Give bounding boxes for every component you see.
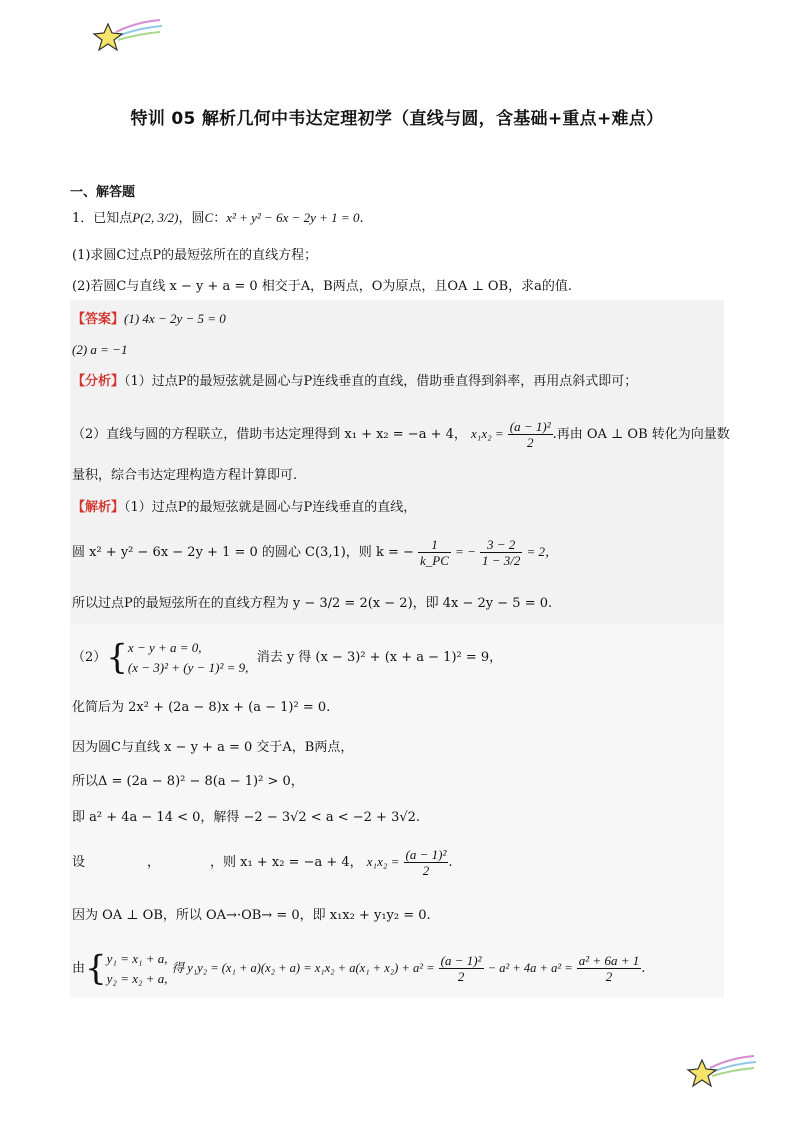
section-heading: 一、解答题 — [70, 185, 136, 200]
shooting-star-icon — [92, 16, 164, 56]
analysis-line-1: 【分析】（1）过点P的最短弦就是圆心与P连线垂直的直线，借助垂直得到斜率，再用点斜式即可； — [72, 374, 638, 389]
solution-system-1: （2）{ x − y + a = 0, (x − 3)² + (y − 1)² = 9, 消去 y 得 (x − 3)² + (x + a − 1)² = 9， — [72, 637, 503, 678]
analysis-line-3: 量积，综合韦达定理构造方程计算即可. — [72, 468, 298, 483]
solution-simplify: 化简后为 2x² + (2a − 8)x + (a − 1)² = 0. — [72, 700, 331, 715]
solution-line-3: 所以过点P的最短弦所在的直线方程为 y − 3/2 = 2(x − 2)，即 4x − 2y − 5 = 0. — [72, 596, 553, 611]
solution-intersect: 因为圆C与直线 x − y + a = 0 交于A，B两点， — [72, 740, 354, 755]
solution-line-1: 【解析】（1）过点P的最短弦就是圆心与P连线垂直的直线， — [72, 500, 417, 515]
fraction: $\frac{1}{k\_PC}$ — [420, 537, 449, 568]
answer-1: 【答案】(1) 4x − 2y − 5 = 0 — [72, 311, 226, 327]
fraction: $\frac{\text{a² + 6a + 1}}{2}$ — [578, 953, 640, 984]
problem-intro: 1．已知点P(2, 3/2)，圆C：x² + y² − 6x − 2y + 1 = 0. — [72, 210, 364, 226]
question-2: (2)若圆C与直线 x − y + a = 0 相交于A，B两点，O为原点，且OA ⊥ OB，求a的值. — [72, 279, 573, 294]
equation-system: x − y + a = 0, (x − 3)² + (y − 1)² = 9, — [127, 639, 249, 675]
solution-range: 即 a² + 4a − 14 < 0，解得 −2 − 3√2 < a < −2 + 3√2. — [72, 810, 421, 825]
equation-system: y₁ = x₁ + a, y₂ = x₂ + a, — [106, 950, 168, 986]
solution-dot-product: 因为 OA ⊥ OB，所以 OA→·OB→ = 0，即 x₁x₂ + y₁y₂ = 0. — [72, 908, 431, 923]
fraction: $\frac{\text{(a − 1)²}}{2}$ — [405, 847, 447, 878]
solution-final: 由{ y₁ = x₁ + a, y₂ = x₂ + a, 得 y₁y₂ = (x₁ + a)(x₂ + a) = x₁x₂ + a(x₁ + x₂) + a² = $\frac{\text{(a − 1)²}}{2}$ − a² + 4a + a² = $\frac{\text{a² + 6a + 1}}{2}$ . — [72, 948, 646, 989]
question-1: (1)求圆C过点P的最短弦所在的直线方程； — [72, 248, 318, 263]
page-title: 特训 05 解析几何中韦达定理初学（直线与圆，含基础+重点+难点） — [130, 109, 664, 129]
solution-vieta: 设 ， ，则 x₁ + x₂ = −a + 4， x₁x₂ = $\frac{\text{(a − 1)²}}{2}$ . — [72, 847, 453, 878]
fraction: $\frac{\text{(a − 1)²}}{2}$ — [440, 953, 482, 984]
fraction: $\frac{3 - 2}{1 - 3/2}$ — [481, 537, 521, 568]
shooting-star-icon — [686, 1052, 758, 1092]
solution-discriminant: 所以Δ = (2a − 8)² − 8(a − 1)² > 0， — [72, 774, 304, 789]
analysis-line-2: （2）直线与圆的方程联立，借助韦达定理得到 x₁ + x₂ = −a + 4， x₁x₂ = $\frac{\text{(a − 1)²}}{2}$ .再由 OA ⊥ OB 转化为向量数 — [72, 419, 730, 450]
answer-2: (2) a = −1 — [72, 342, 128, 357]
solution-line-2: 圆 x² + y² − 6x − 2y + 1 = 0 的圆心 C(3,1)，则 k = − $\frac{1}{k\_PC}$ = − $\frac{3 - 2}{1 - 3/2}$ = 2， — [72, 537, 559, 568]
fraction: $\frac{\text{(a − 1)²}}{2}$ — [509, 419, 551, 450]
